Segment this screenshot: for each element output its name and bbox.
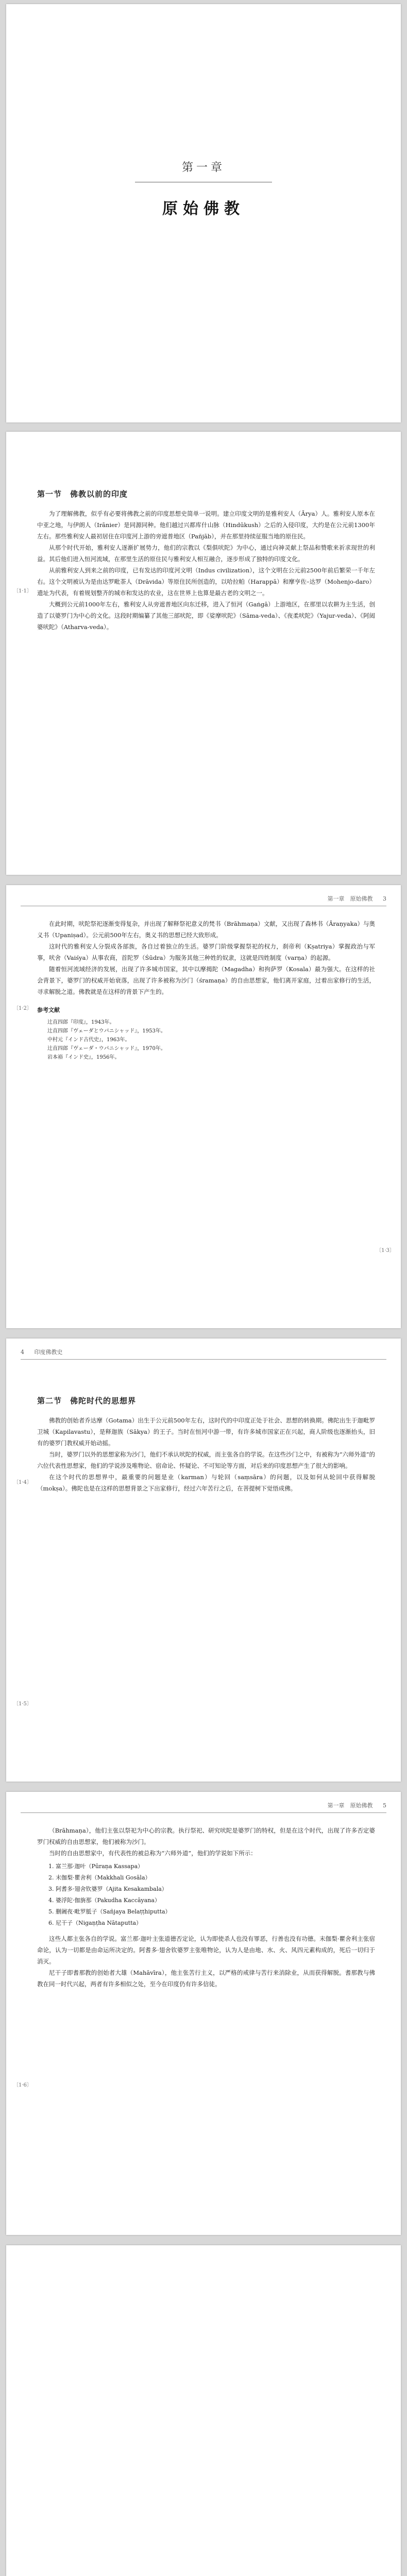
running-header xyxy=(328,894,387,903)
page-number: 4 xyxy=(21,1349,24,1355)
reference-item: 辻直四郎『ヴェーダとウパニシャッド』，1953年。 xyxy=(47,1028,166,1034)
running-header-title: 第一章 原始佛教 xyxy=(327,1802,373,1809)
list-item: 4. 婆浮陀·伽旃那（Pakudha Kaccāyana） xyxy=(48,1897,160,1904)
chapter-label: 第一章 xyxy=(181,161,225,174)
paragraph: 从那个时代开始，雅利安人逐渐扩展势力，他们的宗教以《梨俱吠陀》为中心，通过向神灵献上祭品和赞歌来祈求现世的利益。其后他们进入恒河流域，在那里生活的原住民与雅利安人相互融合，逐步形成了独特的印度文化。 xyxy=(37,544,375,563)
book-page-2 xyxy=(6,432,401,875)
running-header-title: 印度佛教史 xyxy=(34,1349,63,1355)
page-body xyxy=(37,1825,375,1990)
paragraph: 从前雅利安人到来之前的印度，已有发达的印度河文明（Indus civilization），这个文明在公元前2500年前后繁荣一千年左右。这个文明被认为是由达罗毗荼人（Drāvida）等原住民所创造的，以哈拉帕（Harappā）和摩亨佐–达罗（Mohenjo-daro）遗址为代表，有着规划整齐的城市和发达的农业，这在世界上也算是最古老的文明之一。 xyxy=(37,567,375,597)
book-page-6 xyxy=(6,2245,401,2576)
book-page-4 xyxy=(6,1338,401,1782)
list-item: 3. 阿耆多·翅舍钦婆罗（Ajita Kesakambala） xyxy=(48,1886,167,1892)
chapter-title-page xyxy=(6,4,401,422)
paragraph: 随着恒河流域经济的发展，出现了许多城市国家，其中以摩揭陀（Magadha）和拘萨罗（Kosala）最为强大。在这样的社会背景下，婆罗门的权威开始衰落，出现了许多被称为沙门（śramaṇa）的自由思想家，他们离开家庭，过着出家修行的生活，寻求解脱之道。佛教就是在这样的背景下产生的。 xyxy=(37,965,375,995)
chapter-title: 原始佛教 xyxy=(162,200,245,218)
paragraph: 为了理解佛教，似乎有必要将佛教之前的印度思想史简单一说明。建立印度文明的是雅利安人（Ārya）人。雅利安人原本在中亚之地，与伊朗人（Irānier）是同源同种。他们越过兴都库什山脉（Hindūkush）之后的入侵印度，大约是在公元前1300年左右。那些雅利安人最初居住在印度河上游的旁遮普地区（Pañjāb），并在那里持续征服当地的原住民。 xyxy=(37,510,375,540)
paragraph: （Brāhmaṇa），他们主张以祭祀为中心的宗教。执行祭祀、研究吠陀是婆罗门的特权，但是在这个时代，出现了许多否定婆罗门权威的自由思想家，他们被称为沙门。 xyxy=(37,1827,375,1845)
reference-item: 中村元『インド古代史』，1963年。 xyxy=(47,1037,130,1043)
six-teachers-list xyxy=(37,1861,375,1929)
page-body xyxy=(37,488,375,633)
book-page-3 xyxy=(6,885,401,1328)
paragraph: 在这个时代的思想界中，最重要的问题是业（karman）与轮回（saṃsāra）的问题，以及如何从轮回中获得解脱（mokṣa）。佛陀也是在这样的思想背景之下出家修行，经过六年苦行之后，在菩提树下觉悟成佛。 xyxy=(37,1473,375,1492)
header-rule xyxy=(21,1812,386,1813)
paragraph: 在此时期，吠陀祭祀逐渐变得复杂，并出现了解释祭祀意义的梵书（Brāhmaṇa）文献，又出现了森林书（Āraṇyaka）与奥义书（Upaniṣad）。公元前500年左右，奥义书的思想已经大致形成。 xyxy=(37,920,375,939)
list-item: 1. 富兰那·迦叶（Pūraṇa Kassapa） xyxy=(48,1863,144,1870)
book-page-5 xyxy=(6,1792,401,2235)
margin-page-ref: 〔1·5〕 xyxy=(13,1701,32,1707)
section-heading: 第一节 佛教以前的印度 xyxy=(37,489,128,499)
paragraph: 当时，婆罗门以外的思想家称为沙门，他们不承认吠陀的权威，而主张各自的学说。在这些沙门之中，有被称为“六师外道”的六位代表性思想家，他们的学说涉及唯物论、宿命论、怀疑论、不可知论等方面，对后来的印度思想产生了很大的影响。 xyxy=(37,1451,375,1469)
page-body xyxy=(37,1395,375,1494)
list-item: 5. 删阇夜·毗罗胝子（Sañjaya Belaṭṭhiputta） xyxy=(48,1908,171,1915)
reference-item: 辻直四郎『ヴェーダ・ウパニシャッド』，1970年。 xyxy=(47,1046,166,1052)
page-number: 5 xyxy=(383,1802,386,1809)
margin-page-ref: 〔1·4〕 xyxy=(13,1480,32,1485)
section-heading: 第二节 佛陀时代的思想界 xyxy=(37,1396,137,1405)
running-header xyxy=(21,1348,63,1356)
running-header xyxy=(328,1801,387,1809)
margin-page-ref: 〔1·1〕 xyxy=(13,588,32,594)
paragraph: 这时代的雅利安人分裂成各部族，各自过着独立的生活。婆罗门阶级掌握祭祀的权力，刹帝利（Kṣatriya）掌握政治与军事，吠舍（Vaiśya）从事农商，首陀罗（Śūdra）为服务其他三种姓的奴隶，这就是四姓制度（varṇa）的起源。 xyxy=(37,943,375,961)
page-body xyxy=(37,918,375,1062)
references-title: 参考文献 xyxy=(37,1007,60,1013)
references-list xyxy=(37,1018,375,1062)
paragraph: 这些人都主张各自的学说。富兰那·迦叶主张道德否定论，认为即使杀人也没有罪恶，行善也没有功德。末伽梨·瞿舍利主张宿命论，认为一切都是由命运所决定的。阿耆多·翅舍钦婆罗主张唯物论，认为人是由地、水、火、风四元素构成的，死后一切归于消灭。 xyxy=(37,1935,375,1965)
margin-page-ref: 〔1·2〕 xyxy=(13,1006,32,1011)
list-item: 2. 末伽梨·瞿舍利（Makkhali Gosāla） xyxy=(48,1874,151,1881)
paragraph: 佛教的创始者乔达摩（Gotama）出生于公元前500年左右，这时代的中印度正处于社会、思想的转换期。佛陀出生于迦毗罗卫城（Kapilavastu），是释迦族（Sākya）的王子。当时在恒河中游一带，有许多城市国家正在兴起，商人阶级也逐渐抬头，旧有的婆罗门教权威开始动摇。 xyxy=(37,1417,375,1447)
reference-item: 辻直四郎『印度』，1943年。 xyxy=(47,1020,115,1025)
list-item: 6. 尼干子（Nigaṇṭha Nātaputta） xyxy=(48,1920,142,1926)
reference-item: 岩本裕『インド史』，1956年。 xyxy=(47,1055,120,1060)
header-rule xyxy=(21,1359,386,1360)
running-header-title: 第一章 原始佛教 xyxy=(327,895,373,902)
paragraph: 大概到公元前1000年左右，雅利安人从旁遮普地区向东迁移，进入了恒河（Gaṅgā）上游地区，在那里以农耕为主生活，创造了以婆罗门为中心的文化。这段时期编纂了其他三部吠陀，即《娑摩吠陀》（Sāma-veda）、《夜柔吠陀》（Yajur-veda）、《阿闼婆吠陀》（Atharva-veda）。 xyxy=(37,601,375,631)
page-number: 3 xyxy=(383,895,386,902)
paragraph: 当时的自由思想家中，有代表性的被总称为“六师外道”，他们的学说如下所示： xyxy=(49,1850,257,1857)
paragraph: 尼干子即耆那教的创始者大雄（Mahāvīra），他主张苦行主义，以严格的戒律与苦行来消除业，从而获得解脱。耆那教与佛教在同一时代兴起，两者有许多相似之处，至今在印度仍有许多信徒。 xyxy=(37,1969,375,1988)
margin-page-ref: 〔1·6〕 xyxy=(13,2082,32,2088)
margin-page-ref: 〔1·3〕 xyxy=(376,1248,395,1253)
